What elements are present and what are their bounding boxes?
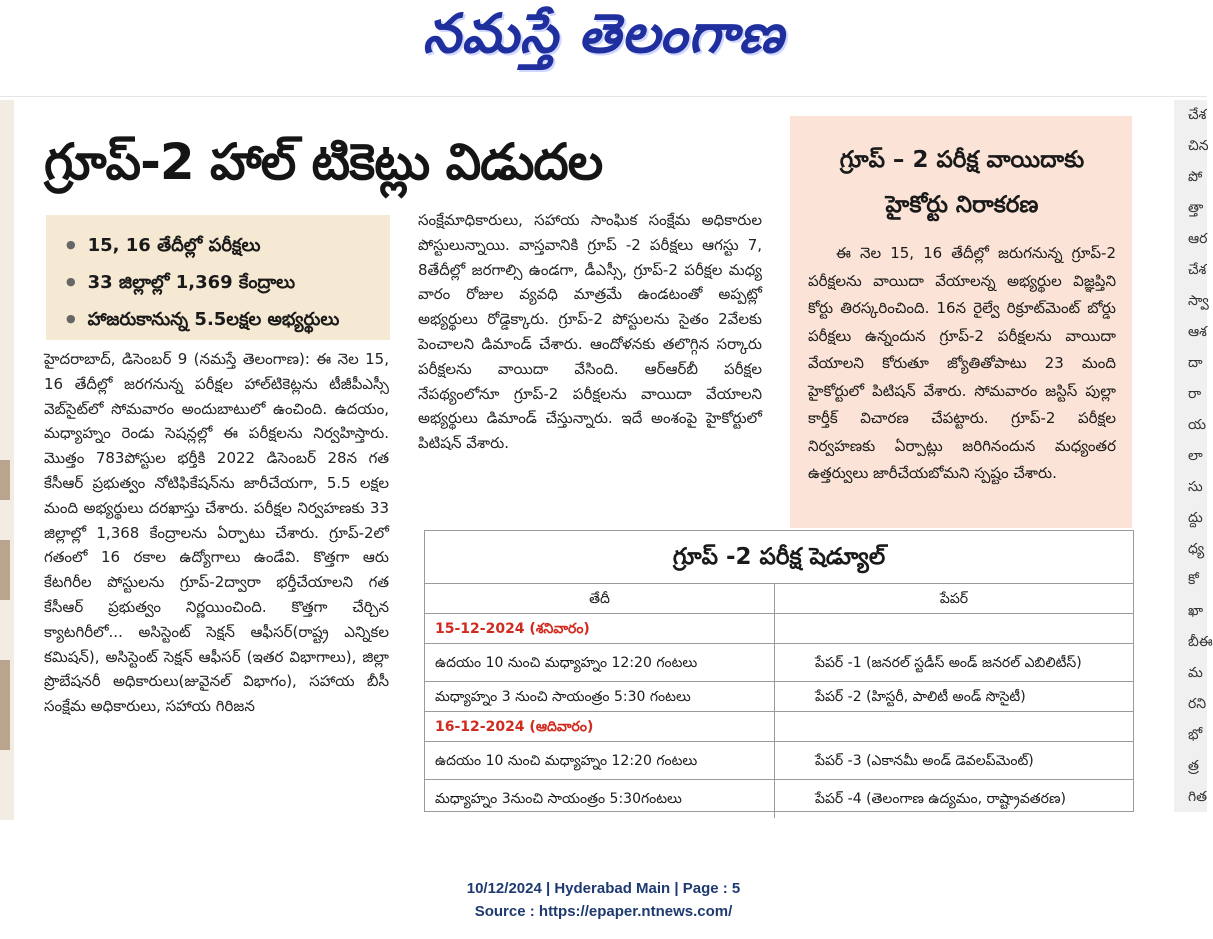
header-date: తేదీ	[425, 584, 775, 613]
right-edge-fragment: చేశ	[1188, 107, 1207, 123]
sidebar-title-line-1: గ్రూప్ – 2 పరీక్ష వాయిదాకు	[839, 147, 1085, 173]
right-edge-fragment: సు	[1188, 479, 1203, 495]
right-edge-fragment: బీఈ	[1188, 634, 1213, 650]
right-page-edge	[1174, 100, 1213, 812]
right-edge-fragment: చేశ	[1188, 262, 1207, 278]
footer-source: Source : https://epaper.ntnews.com/	[474, 903, 733, 920]
right-edge-fragment: త్ర	[1188, 758, 1199, 774]
sidebar-title-line-2: హైకోర్టు నిరాకరణ	[885, 192, 1039, 218]
schedule-header-row	[425, 584, 1133, 614]
schedule-date: 15-12-2024 (శనివారం)	[425, 614, 775, 643]
right-edge-fragment: గిత	[1188, 789, 1208, 805]
right-edge-fragment: పో	[1188, 169, 1203, 185]
schedule-paper: పేపర్ -4 (తెలంగాణ ఉద్యమం, రాష్ట్రావతరణ)	[815, 791, 1066, 807]
highlight-item: ● 15, 16 తేదీల్లో పరీక్షలు	[66, 227, 374, 264]
schedule-row	[425, 682, 1133, 712]
masthead	[0, 0, 1207, 80]
right-edge-fragment: రా	[1188, 386, 1202, 402]
right-edge-fragment: ద్దు	[1188, 510, 1203, 526]
sidebar-story	[790, 116, 1132, 528]
right-edge-fragment: ఖా	[1188, 603, 1204, 619]
schedule-table	[424, 530, 1134, 812]
page-footer	[0, 877, 1207, 923]
right-edge-fragment: రని	[1188, 696, 1207, 712]
right-edge-fragment: భో	[1188, 727, 1203, 743]
sidebar-body: ఈ నెల 15, 16 తేదీల్లో జరుగనున్న గ్రూప్-2 పరీక్షలను వాయిదా వేయాలన్న అభ్యర్థుల విజ్ఞప్తిని కోర్టు తిరస్కరించింది. 16న రైల్వే రిక్రూట్‌మెంట్ బోర్డు పరీక్షలు ఉన్నందున గ్రూప్-2 పరీక్షలను వాయిదా వేయాలని కోరుతూ జ్యోతితోపాటు 23 మంది హైకోర్టులో పిటిషన్ వేశారు. సోమవారం జస్టిస్ పుల్లా కార్తీక్ విచారణ చేపట్టారు. గ్రూప్-2 పరీక్షల నిర్వహణకు ఏర్పాట్లు జరిగినందున మధ్యంతర ఉత్తర్వులు జారీచేయబోమని స్పష్టం చేశారు.	[808, 244, 1116, 482]
article-column-2: సంక్షేమాధికారులు, సహాయ సాంఘిక సంక్షేమ అధికారుల పోస్టులున్నాయి. వాస్తవానికి గ్రూప్ -2 పరీక్షలు ఆగస్టు 7, 8తేదీల్లో జరగాల్సి ఉండగా, డీఎస్సీ, గ్రూప్-2 పరీక్షల మధ్య వారం రోజుల వ్యవధి మాత్రమే ఉండటంతో అప్పట్లో అభ్యర్థులు రోడ్డెక్కారు. గ్రూప్-2 పోస్టులను సైతం 2వేలకు పెంచాలని డిమాండ్ చేశారు. ఆందోళనకు తలొగ్గిన సర్కారు పరీక్షలను వాయిదా వేసింది. ఆర్ఆర్‌బీ పరీక్షల నేపథ్యంలోనూ గ్రూప్-2 పరీక్షలను వాయిదా వేయాలని అభ్యర్థులు డిమాండ్ చేస్తున్నారు. ఇదే అంశంపై హైకోర్టులో పిటిషన్ వేశారు.	[418, 211, 762, 453]
masthead-divider	[0, 96, 1207, 97]
schedule-time: ఉదయం 10 నుంచి మధ్యాహ్నం 12:20 గంటలు	[425, 742, 775, 779]
article-column-1: హైదరాబాద్, డిసెంబర్ 9 (నమస్తే తెలంగాణ): ఈ నెల 15, 16 తేదీల్లో జరగనున్న పరీక్షల హాల్‌టికెట్లను టీజీపీఎస్సీ వెబ్‌సైట్‌లో సోమవారం అందుబాటులో ఉంచింది. ఉదయం, మధ్యాహ్నం రెండు సెషన్లల్లో ఈ పరీక్షలను నిర్వహిస్తారు. మొత్తం 783పోస్టుల భర్తీకి 2022 డిసెంబర్ 28న గత కేసీఆర్ ప్రభుత్వం నోటిఫికేషన్‌ను జారీచేయగా, 5.5 లక్షల మంది అభ్యర్థులు దరఖాస్తు చేశారు. పరీక్షల నిర్వహణకు 33 జిల్లాల్లో 1,368 కేంద్రాలను ఏర్పాటు చేశారు. గ్రూప్-2లో గతంలో 16 రకాల ఉద్యోగాలు ఉండేవి. కొత్తగా ఆరు కేటగిరీల పోస్టులను గ్రూప్-2ద్వారా భర్తీచేయాలని గత కేసీఆర్ ప్రభుత్వం నిర్ణయించింది. కొత్తగా చేర్చిన క్యాటగిరీలో... అసిస్టెంట్ సెక్షన్ ఆఫీసర్(రాష్ట్ర ఎన్నికల కమిషన్), అసిస్టెంట్ సెక్షన్ ఆఫీసర్ (ఇతర విభాగాలు), జిల్లా ప్రొబేషనరీ అధికారులు(జువైనల్ విభాగం), సహాయ బీసీ సంక్షేమ అధికారులు, సహాయ గిరిజన	[44, 350, 389, 716]
right-edge-fragment: దా	[1188, 355, 1203, 371]
schedule-time: మధ్యాహ్నం 3నుంచి సాయంత్రం 5:30గంటలు	[425, 780, 775, 818]
schedule-paper: పేపర్ -1 (జనరల్ స్టడీస్ అండ్ జనరల్ ఎబిలిటీస్)	[815, 655, 1082, 671]
schedule-date: 16-12-2024 (ఆదివారం)	[425, 712, 775, 741]
schedule-row	[425, 644, 1133, 682]
schedule-date-row	[425, 712, 1133, 742]
right-edge-fragment: మ	[1188, 665, 1203, 681]
schedule-title: గ్రూప్ -2 పరీక్ష షెడ్యూల్	[425, 531, 1133, 584]
right-edge-fragment: ధ్య	[1188, 541, 1205, 557]
schedule-row	[425, 780, 1133, 818]
right-edge-fragment: ఆర	[1188, 231, 1208, 247]
right-edge-fragment: కో	[1188, 572, 1199, 588]
schedule-empty-cell	[775, 712, 1133, 741]
header-paper: పేపర్	[939, 591, 969, 607]
schedule-row	[425, 742, 1133, 780]
highlights-box	[46, 215, 390, 340]
right-edge-fragment: లా	[1188, 448, 1203, 464]
right-edge-fragment: ఆశ	[1188, 324, 1207, 340]
right-edge-fragment: స్వా	[1188, 293, 1209, 309]
highlight-item: ● 33 జిల్లాల్లో 1,369 కేంద్రాలు	[66, 264, 374, 301]
right-edge-fragment: య	[1188, 417, 1207, 433]
schedule-time: ఉదయం 10 నుంచి మధ్యాహ్నం 12:20 గంటలు	[425, 644, 775, 681]
schedule-empty-cell	[775, 614, 1133, 643]
headline: గ్రూప్-2 హాల్ టికెట్లు విడుదల	[44, 133, 603, 191]
footer-date-page: 10/12/2024 | Hyderabad Main | Page : 5	[466, 880, 741, 897]
schedule-paper: పేపర్ -3 (ఎకానమీ అండ్ డెవలప్‌మెంట్)	[815, 753, 1034, 769]
highlight-item: ● హాజరుకానున్న 5.5లక్షల అభ్యర్థులు	[66, 301, 374, 338]
schedule-time: మధ్యాహ్నం 3 నుంచి సాయంత్రం 5:30 గంటలు	[425, 682, 775, 711]
masthead-logo: నమస్తే తెలంగాణ	[422, 1, 785, 65]
schedule-paper: పేపర్ -2 (హిస్టరీ, పాలిటీ అండ్ సొసైటీ)	[815, 689, 1026, 705]
right-edge-fragment: త్తా	[1188, 200, 1204, 216]
sidebar-title	[808, 138, 1116, 228]
left-page-edge	[0, 100, 14, 820]
right-edge-fragment: చిన	[1188, 138, 1209, 154]
schedule-date-row	[425, 614, 1133, 644]
